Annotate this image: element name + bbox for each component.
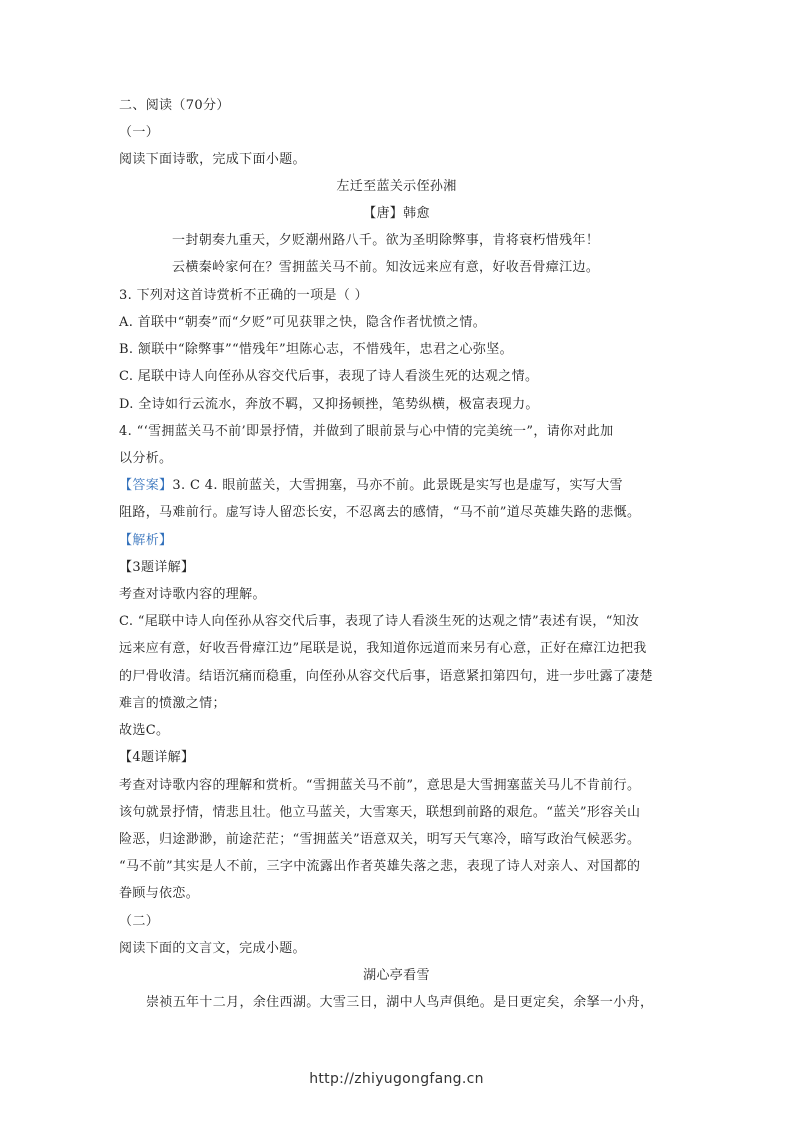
- question-3-option-b: B. 颔联中“除弊事”“惜残年”坦陈心志，不惜残年，忠君之心弥坚。: [119, 342, 513, 357]
- question-3-option-d: D. 全诗如行云流水，奔放不羁，又抑扬顿挫，笔势纵横，极富表现力。: [119, 397, 539, 412]
- detail-3-line-1: 考查对诗歌内容的理解。: [119, 587, 266, 602]
- detail-4-line-4: “马不前”其实是人不前，三字中流露出作者英雄失落之悲，表现了诗人对亲人、对国都的: [119, 859, 641, 874]
- poem-line-1: 一封朝奏九重天，夕贬潮州路八千。欲为圣明除弊事，肯将衰朽惜残年！: [172, 233, 600, 248]
- analysis-tag: 【解析】: [119, 533, 173, 548]
- section-header: 二、阅读（70分）: [119, 98, 230, 113]
- question-3-option-a: A. 首联中“朝奏”而“夕贬”可见获罪之快，隐含作者忧愤之情。: [119, 315, 487, 330]
- answer-line-1: [119, 477, 623, 495]
- part2-first-line: 崇祯五年十二月，余住西湖。大雪三日，湖中人鸟声俱绝。是日更定矣，余拏一小舟，: [146, 995, 654, 1010]
- poem-author: 【唐】韩愈: [363, 206, 430, 221]
- question-3-option-c: C. 尾联中诗人向侄孙从容交代后事，表现了诗人看淡生死的达观之情。: [119, 369, 539, 384]
- question-4-line-2: 以分析。: [119, 451, 173, 466]
- detail-3-line-3: 远来应有意，好收吾骨瘴江边”尾联是说，我知道你远道而来另有心意，正好在瘴江边把我: [119, 641, 647, 656]
- poem-line-2: 云横秦岭家何在？雪拥蓝关马不前。知汝远来应有意，好收吾骨瘴江边。: [172, 260, 600, 275]
- answer-text: 3. C 4. 眼前蓝关，大雪拥塞，马亦不前。此景既是实写也是虚写，实写大雪: [172, 478, 623, 493]
- part2-title: 湖心亭看雪: [363, 968, 430, 983]
- detail-4-tag: 【4题详解】: [119, 750, 195, 765]
- poem-title: 左迁至蓝关示侄孙湘: [336, 179, 457, 194]
- answer-line-2: 阻路，马难前行。虚写诗人留恋长安，不忍离去的感情，“马不前”道尽英雄失路的悲慨。: [119, 505, 641, 520]
- detail-3-tag: 【3题详解】: [119, 560, 195, 575]
- detail-3-line-5: 难言的愤激之情；: [119, 696, 226, 711]
- detail-3-line-2: C. “尾联中诗人向侄孙从容交代后事，表现了诗人看淡生死的达观之情”表述有误，“知汝: [119, 614, 640, 629]
- detail-4-line-3: 险恶，归途渺渺，前途茫茫；“雪拥蓝关”语意双关，明写天气寒冷，暗写政治气候恶劣。: [119, 832, 641, 847]
- detail-4-line-2: 该句就景抒情，情悲且壮。他立马蓝关，大雪寒天，联想到前路的艰危。“蓝关”形容关山: [119, 805, 641, 820]
- answer-tag: 【答案】: [119, 478, 173, 493]
- detail-4-line-5: 眷顾与依恋。: [119, 886, 200, 901]
- footer-url[interactable]: http://zhiyugongfang.cn: [309, 1071, 484, 1087]
- detail-3-line-6: 故选C。: [119, 723, 170, 738]
- detail-3-line-4: 的尸骨收清。结语沉痛而稳重，向侄孙从容交代后事，语意紧扣第四句，进一步吐露了凄楚: [119, 669, 654, 684]
- part2-instruction: 阅读下面的文言文，完成小题。: [119, 941, 306, 956]
- part2-label: （二）: [119, 914, 160, 929]
- detail-4-line-1: 考查对诗歌内容的理解和赏析。“雪拥蓝关马不前”，意思是大雪拥塞蓝关马儿不肯前行。: [119, 778, 641, 793]
- question-4-line-1: 4. “‘雪拥蓝关马不前’即景抒情，并做到了眼前景与心中情的完美统一”，请你对此加: [119, 424, 614, 439]
- part1-instruction: 阅读下面诗歌，完成下面小题。: [119, 152, 306, 167]
- question-3-stem: 3. 下列对这首诗赏析不正确的一项是（ ）: [119, 288, 369, 303]
- part1-label: （一）: [119, 125, 160, 140]
